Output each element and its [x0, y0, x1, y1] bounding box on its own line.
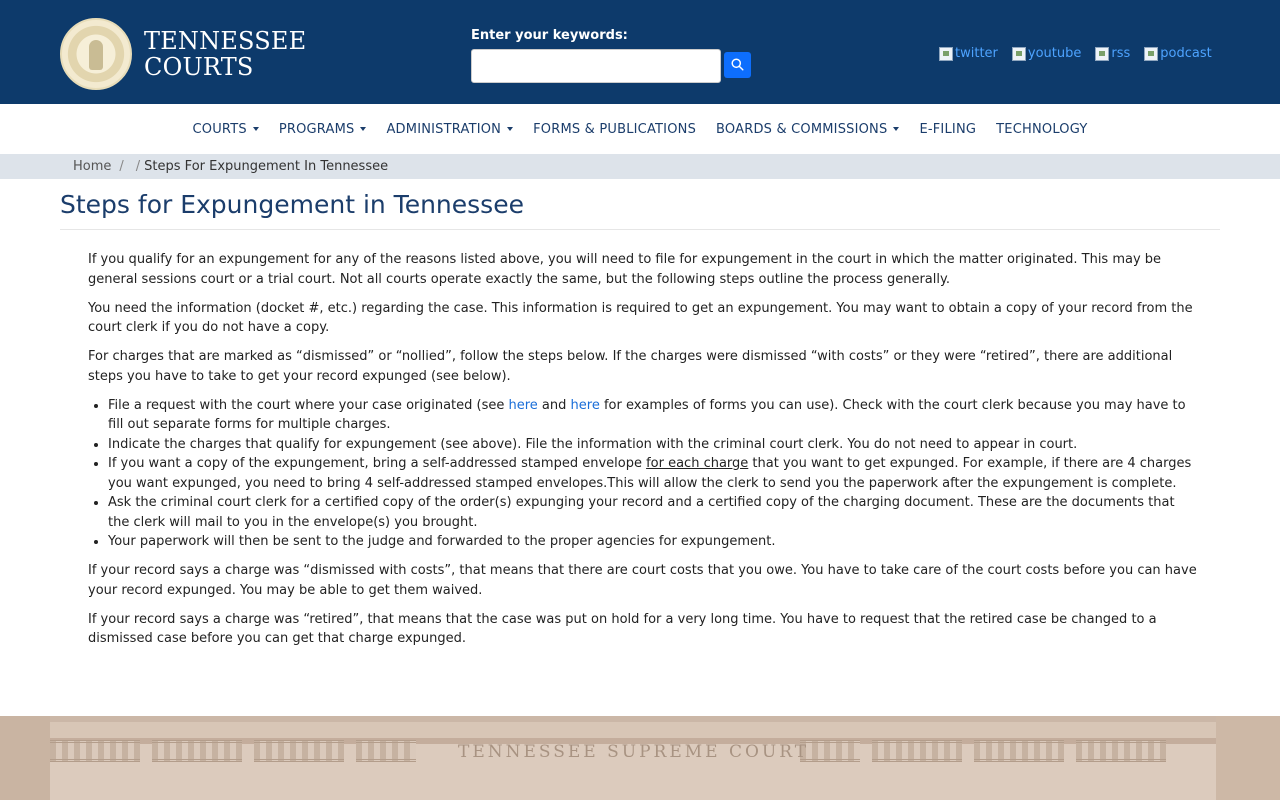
frieze-inscription: TENNESSEE SUPREME COURT — [458, 742, 810, 762]
search-icon — [731, 58, 744, 71]
social-links — [939, 46, 1212, 61]
podcast-alt-text: podcast — [1160, 46, 1212, 61]
article-body — [88, 250, 1198, 658]
steps-list — [108, 396, 1198, 552]
form-example-link-2[interactable]: here — [570, 397, 600, 413]
list-item — [108, 396, 1198, 435]
breadcrumb — [0, 154, 1280, 179]
list-text: that you want to get expunged. For example, if there are 4 charges you want expunged, you need to bring 4 self-addressed stamped envelopes.This will allow the clerk to send you the paperwork after the expungement is complete. — [108, 456, 1192, 491]
nav-item-administration[interactable] — [376, 122, 523, 137]
paragraph: If your record says a charge was “retired”, that means that the case was put on hold for a very long time. You have to request that the retired case be changed to a dismissed case before you can get that charge expunged. — [88, 611, 1157, 646]
pilaster — [0, 716, 50, 800]
form-example-link-1[interactable]: here — [508, 397, 538, 413]
list-text: If you want a copy of the expungement, bring a self-addressed stamped envelope — [108, 456, 647, 471]
broken-image-icon — [1144, 47, 1158, 61]
site-header — [0, 0, 1280, 104]
nav-item-technology[interactable] — [986, 122, 1097, 137]
paragraph: For charges that are marked as “dismissed” or “nollied”, follow the steps below. If the charges were dismissed “with costs” or they were “retired”, there are additional steps you have to take to get your record expunged (see below). — [88, 349, 1173, 384]
list-text: for examples of forms you can use). Check with the court clerk because you may have to fill out separate forms for multiple charges. — [108, 397, 1186, 432]
breadcrumb-current: Steps For Expungement In Tennessee — [144, 159, 389, 174]
main-nav — [0, 104, 1280, 154]
podcast-link[interactable] — [1144, 46, 1211, 61]
chevron-down-icon — [253, 127, 259, 131]
ornament — [50, 740, 140, 762]
title-divider — [60, 229, 1220, 230]
ornament — [872, 740, 962, 762]
logo-line-2: COURTS — [144, 53, 254, 81]
twitter-link[interactable] — [939, 46, 998, 61]
ornament — [974, 740, 1064, 762]
chevron-down-icon — [893, 127, 899, 131]
ornament — [356, 740, 416, 762]
chevron-down-icon — [507, 127, 513, 131]
nav-label: TECHNOLOGY — [996, 121, 1088, 137]
ornament — [254, 740, 344, 762]
nav-label: PROGRAMS — [278, 121, 355, 137]
list-item: • Your paperwork will then be sent to the judge and forwarded to the proper agencies for expungement. — [108, 532, 1198, 552]
tennessee-judiciary-seal-logo[interactable] — [60, 18, 132, 90]
nav-label: BOARDS & COMMISSIONS — [716, 121, 888, 137]
twitter-alt-text: twitter — [955, 46, 998, 61]
site-logo-text[interactable] — [144, 28, 306, 80]
chevron-down-icon — [360, 127, 366, 131]
rss-alt-text: rss — [1111, 46, 1131, 61]
nav-item-forms-publications[interactable] — [523, 122, 706, 137]
list-item: • Indicate the charges that qualify for expungement (see above). File the information with the criminal court clerk. You do not need to appear in court. — [108, 435, 1198, 455]
breadcrumb-separator: / — [119, 159, 124, 174]
nav-label: COURTS — [192, 121, 247, 137]
paragraph: If you qualify for an expungement for any of the reasons listed above, you will need to file for expungement in the court in which the matter originated. This may be general sessions court or a trial court. Not all courts operate exactly the same, but the following steps outline the process generally. — [88, 252, 1162, 287]
nav-item-courts[interactable] — [183, 122, 269, 137]
logo-line-1: TENNESSEE — [144, 27, 307, 55]
broken-image-icon — [939, 47, 953, 61]
nav-label: FORMS & PUBLICATIONS — [533, 121, 697, 137]
nav-label: E-FILING — [919, 121, 977, 137]
nav-label: ADMINISTRATION — [386, 121, 502, 137]
search-input[interactable] — [471, 49, 721, 83]
ornament — [152, 740, 242, 762]
nav-item-e-filing[interactable] — [909, 122, 986, 137]
page-title: Steps for Expungement in Tennessee — [60, 190, 524, 219]
youtube-alt-text: youtube — [1027, 46, 1082, 61]
list-text: and — [537, 397, 571, 413]
list-item: • Ask the criminal court clerk for a certified copy of the order(s) expunging your record and a certified copy of the charging document. These are the documents that the clerk will mail to you in the envelope(s) you brought. — [108, 493, 1198, 532]
supreme-court-building-image — [0, 716, 1280, 800]
search-button[interactable] — [724, 52, 751, 78]
ornament — [1076, 740, 1166, 762]
broken-image-icon — [1012, 47, 1026, 61]
breadcrumb-separator: / — [135, 159, 141, 174]
nav-item-boards-commissions[interactable] — [706, 122, 909, 137]
breadcrumb-home-link[interactable]: Home — [73, 159, 112, 174]
youtube-link[interactable] — [1012, 46, 1081, 61]
list-text: File a request with the court where your case originated (see — [108, 397, 509, 413]
nav-item-programs[interactable] — [269, 122, 377, 137]
pilaster — [1216, 716, 1280, 800]
list-item — [108, 454, 1198, 493]
broken-image-icon — [1095, 47, 1109, 61]
rss-link[interactable] — [1095, 46, 1130, 61]
paragraph: If your record says a charge was “dismissed with costs”, that means that there are court costs that you owe. You have to take care of the court costs before you can have your record expunged. You may be able to get them waived. — [88, 563, 1197, 598]
underlined-text: for each charge — [646, 456, 749, 471]
search-label: Enter your keywords: — [471, 28, 628, 43]
paragraph: You need the information (docket #, etc.) regarding the case. This information is required to get an expungement. You may want to obtain a copy of your record from the court clerk if you do not have a copy. — [88, 300, 1193, 335]
